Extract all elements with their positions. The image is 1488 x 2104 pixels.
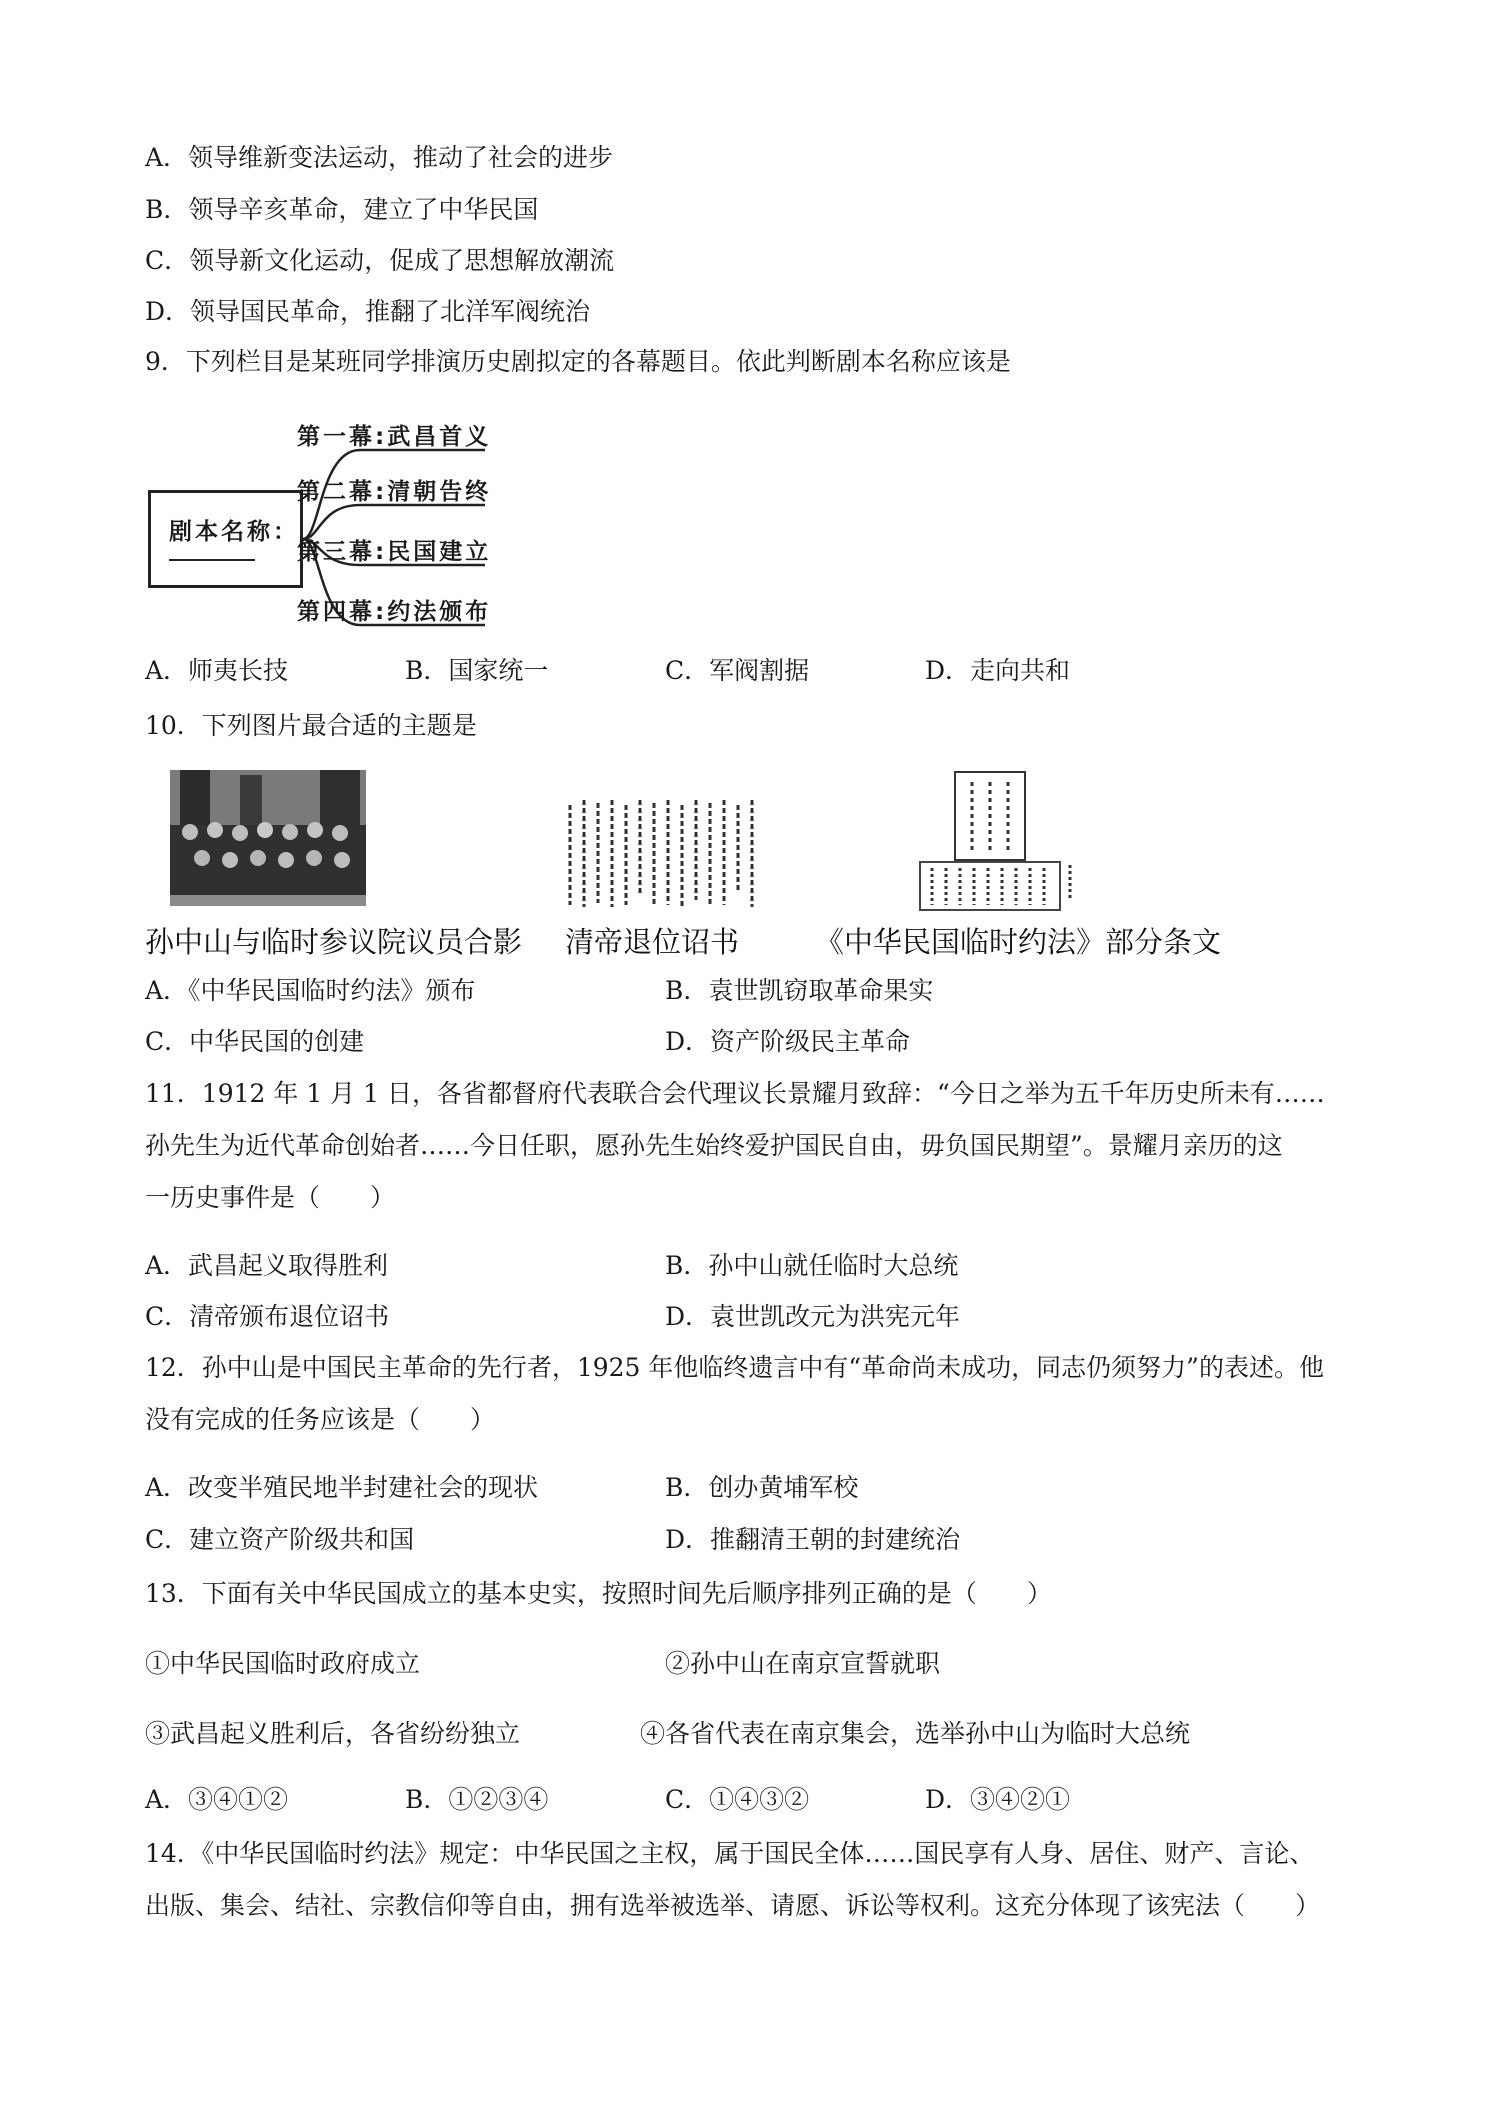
script-name-blank	[169, 559, 255, 561]
script-diagram	[145, 410, 505, 635]
caption-group-photo: 孙中山与临时参议院议员合影	[145, 925, 523, 959]
q9-option-c: C．军阀割据	[665, 656, 810, 685]
q11-stem-line-2: 孙先生为近代革命创始者……今日任职，愿孙先生始终爱护国民自由，毋负国民期望”。景耀月亲历的这	[145, 1131, 1283, 1160]
q11-stem-line-1: 11．1912 年 1 月 1 日，各省都督府代表联合会代理议长景耀月致辞：“今日之举为五千年历史所未有……	[145, 1079, 1325, 1108]
q12-stem-line-2: 没有完成的任务应该是（ ）	[145, 1405, 496, 1434]
q11-stem-line-3: 一历史事件是（ ）	[145, 1183, 396, 1212]
q13-item-3: ③武昌起义胜利后，各省纷纷独立	[145, 1719, 521, 1748]
script-name-label: 剧本名称：	[169, 519, 299, 545]
act-3: 第三幕:民国建立	[297, 539, 492, 565]
q8-option-b: B．领导辛亥革命，建立了中华民国	[145, 195, 539, 224]
q13-option-d: D．③④②①	[925, 1785, 1071, 1814]
script-name-box	[148, 490, 303, 588]
q14-stem-line-2: 出版、集会、结社、宗教信仰等自由，拥有选举被选举、请愿、诉讼等权利。这充分体现了该宪法（ ）	[145, 1891, 1321, 1920]
q12-option-b: B．创办黄埔军校	[665, 1473, 859, 1502]
q10-option-d: D．资产阶级民主革命	[665, 1027, 911, 1056]
act-2: 第二幕:清朝告终	[297, 479, 492, 505]
q9-option-b: B．国家统一	[405, 656, 549, 685]
q13-item-1: ①中华民国临时政府成立	[145, 1649, 421, 1678]
q13-stem: 13．下面有关中华民国成立的基本史实，按照时间先后顺序排列正确的是（ ）	[145, 1579, 1052, 1608]
q11-option-b: B．孙中山就任临时大总统	[665, 1251, 959, 1280]
abdication-edict-image	[560, 795, 770, 915]
q13-option-b: B．①②③④	[405, 1785, 549, 1814]
q11-option-c: C．清帝颁布退位诏书	[145, 1302, 390, 1331]
q10-option-b: B．袁世凯窃取革命果实	[665, 976, 934, 1005]
q14-stem-line-1: 14．《中华民国临时约法》规定：中华民国之主权，属于国民全体……国民享有人身、居住、财产、言论、	[145, 1839, 1315, 1868]
q13-option-c: C．①④③②	[665, 1785, 810, 1814]
caption-provisional-constitution: 《中华民国临时约法》部分条文	[815, 925, 1222, 959]
q8-option-d: D．领导国民革命，推翻了北洋军阀统治	[145, 297, 591, 326]
q12-option-a: A．改变半殖民地半封建社会的现状	[145, 1473, 539, 1502]
group-photo-image	[170, 770, 366, 906]
q13-option-a: A．③④①②	[145, 1785, 289, 1814]
act-4: 第四幕:约法颁布	[297, 599, 492, 625]
q12-stem-line-1: 12．孙中山是中国民主革命的先行者，1925 年他临终遗言中有“革命尚未成功，同志仍须努力”的表述。他	[145, 1353, 1324, 1382]
provisional-constitution-image	[900, 770, 1080, 915]
q12-option-c: C．建立资产阶级共和国	[145, 1525, 415, 1554]
q13-item-4: ④各省代表在南京集会，选举孙中山为临时大总统	[640, 1719, 1191, 1748]
q10-option-c: C．中华民国的创建	[145, 1027, 365, 1056]
q10-option-a: A．《中华民国临时约法》颁布	[145, 976, 476, 1005]
q11-option-d: D．袁世凯改元为洪宪元年	[665, 1302, 961, 1331]
caption-abdication-edict: 清帝退位诏书	[565, 925, 740, 959]
q9-option-d: D．走向共和	[925, 656, 1071, 685]
act-1: 第一幕:武昌首义	[297, 424, 492, 450]
q13-item-2: ②孙中山在南京宣誓就职	[665, 1649, 941, 1678]
q9-stem: 9．下列栏目是某班同学排演历史剧拟定的各幕题目。依此判断剧本名称应该是	[145, 347, 1011, 376]
q12-option-d: D．推翻清王朝的封建统治	[665, 1525, 961, 1554]
q9-option-a: A．师夷长技	[145, 656, 289, 685]
q11-option-a: A．武昌起义取得胜利	[145, 1251, 389, 1280]
q8-option-a: A．领导维新变法运动，推动了社会的进步	[145, 143, 614, 172]
q10-stem: 10．下列图片最合适的主题是	[145, 711, 477, 740]
q8-option-c: C．领导新文化运动，促成了思想解放潮流	[145, 246, 615, 275]
